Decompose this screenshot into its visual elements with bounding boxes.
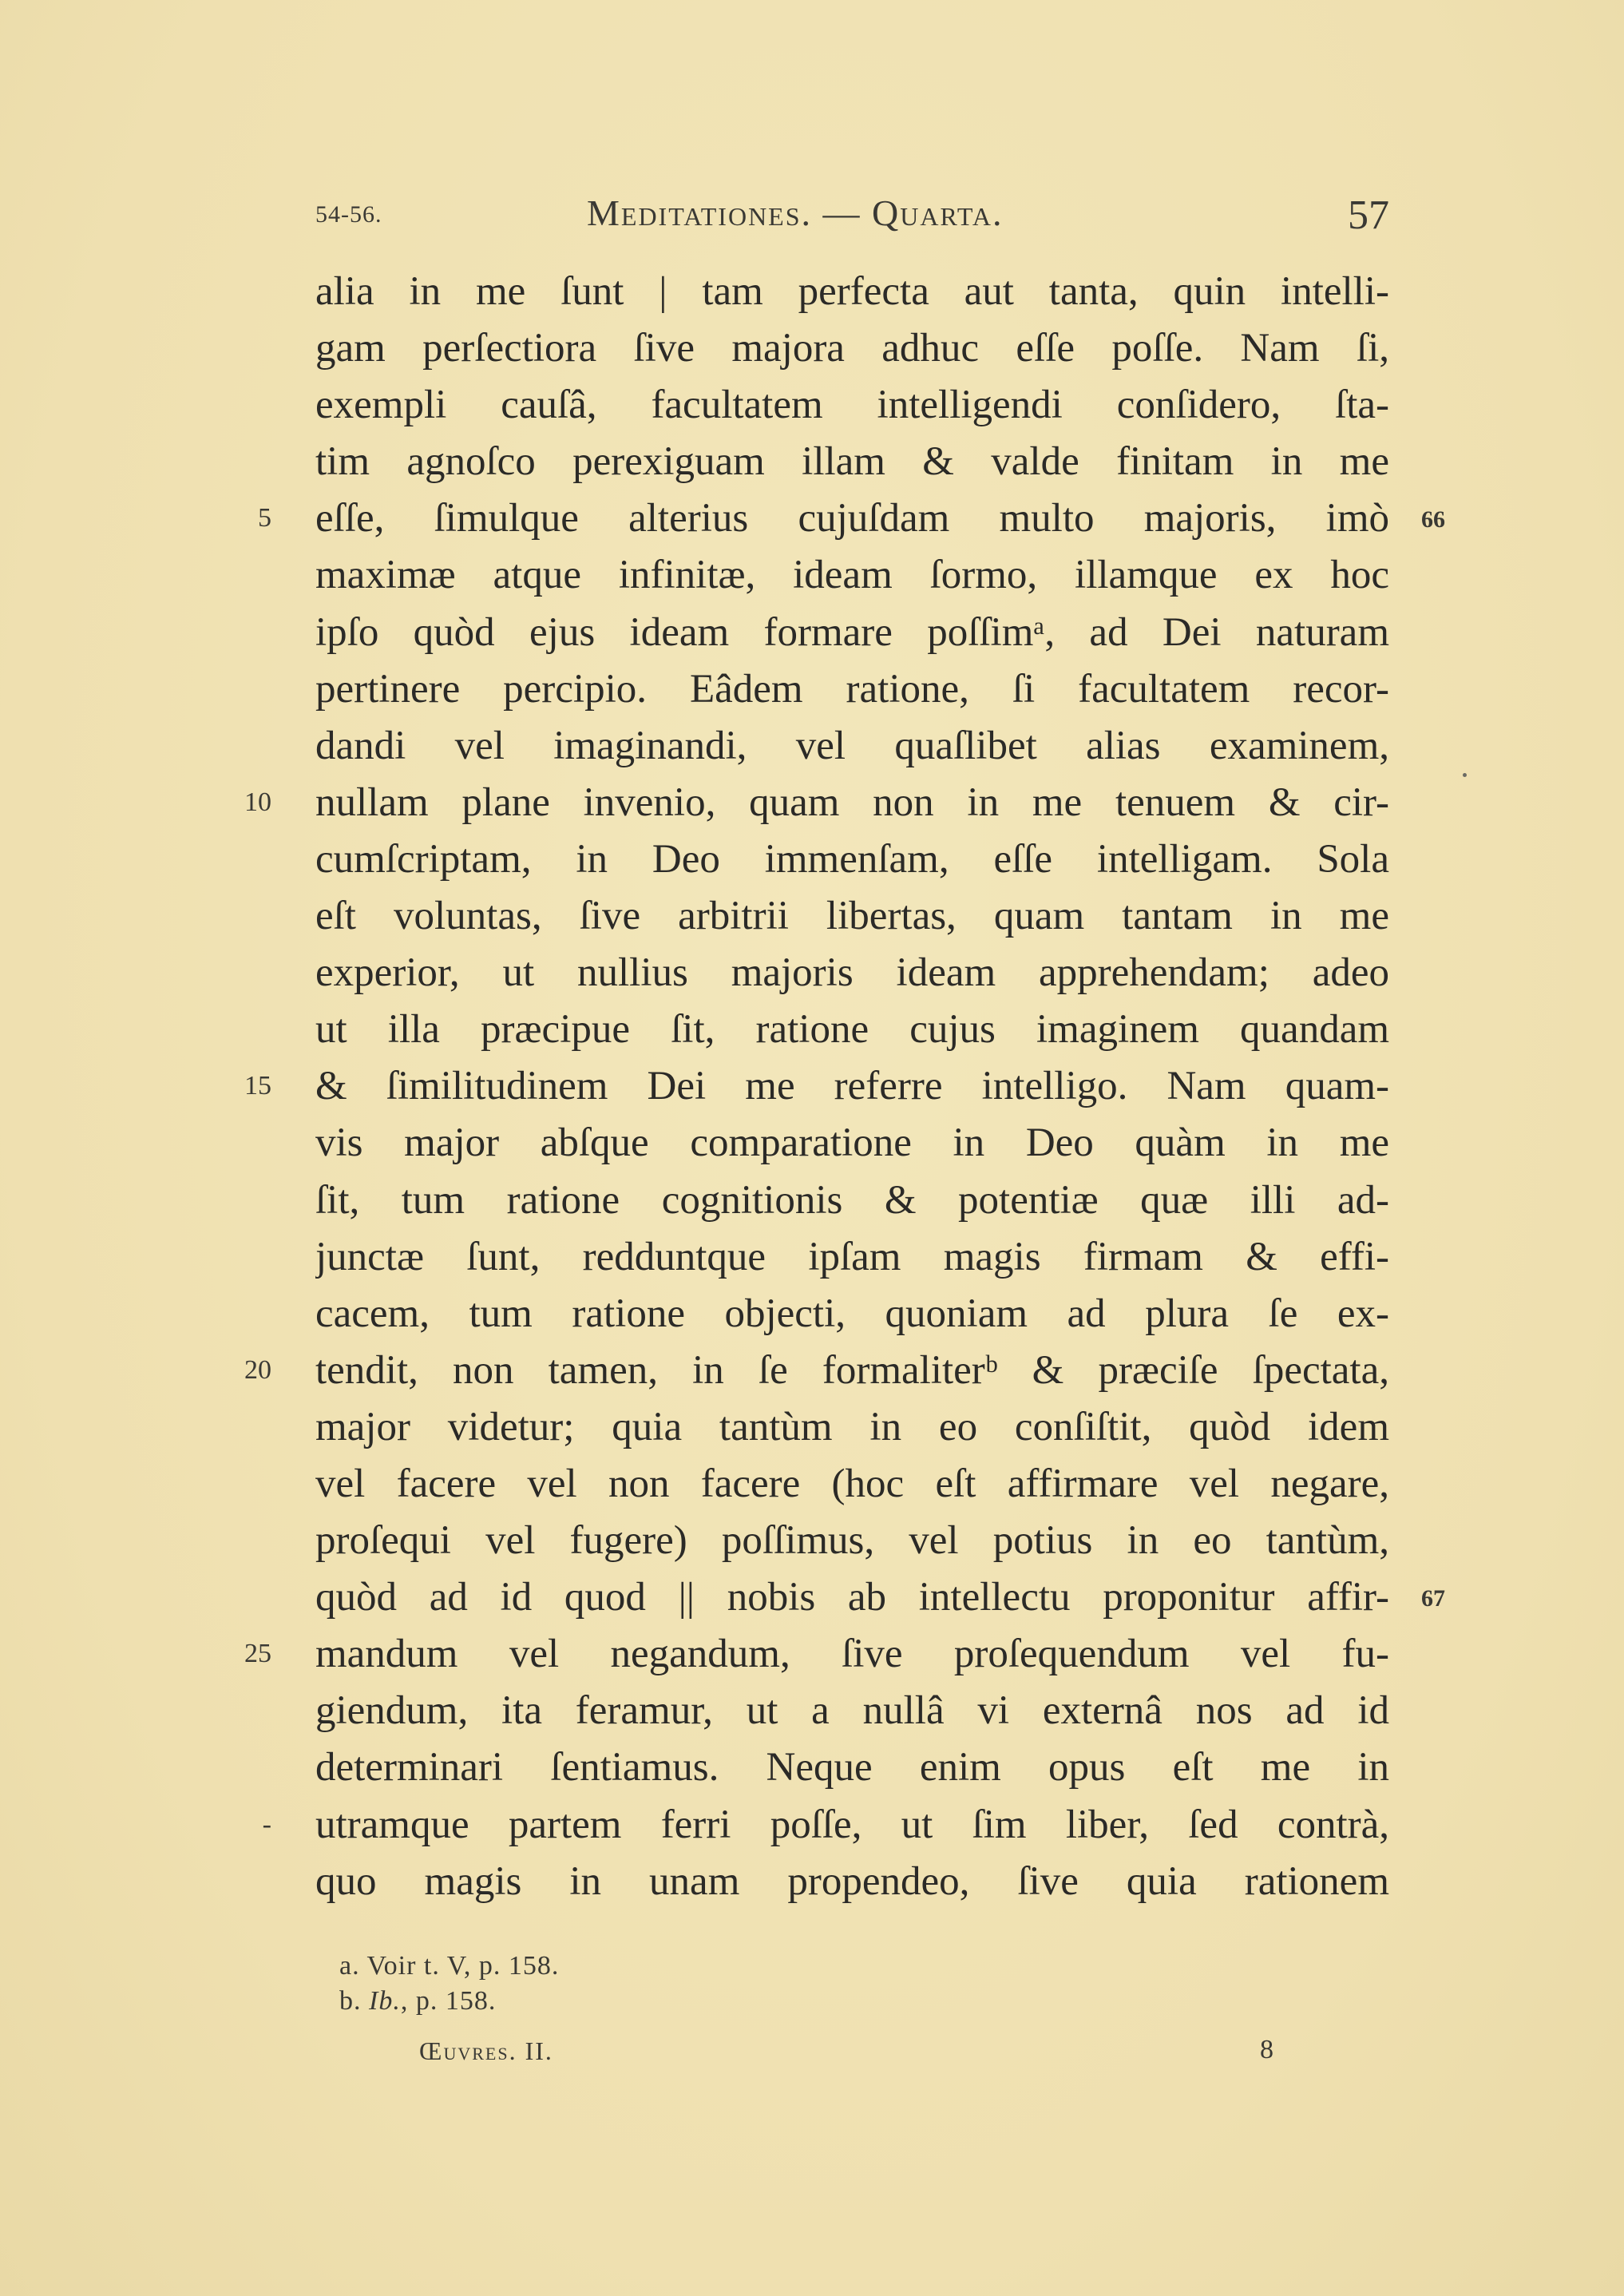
line-number: 5 bbox=[258, 503, 271, 533]
main-text bbox=[315, 264, 1389, 1910]
signature-mark: Œuvres. II. bbox=[419, 2036, 553, 2065]
footnote-marker: b. bbox=[339, 1986, 362, 2016]
text-line: eſt voluntas, ſive arbitrii libertas, quam tantam in me bbox=[315, 894, 1389, 939]
footnote-marker: a. bbox=[339, 1951, 360, 1981]
text-line: mandum vel negandum, ſive proſequendum vel fu- bbox=[315, 1632, 1389, 1677]
text-line: quo magis in unam propendeo, ſive quia rationem bbox=[315, 1858, 1389, 1904]
text-line: exempli cauſâ, facultatem intelligendi conſidero, ſta- bbox=[315, 383, 1389, 428]
folio-range: 54-56. bbox=[315, 201, 382, 228]
text-line: ſit, tum ratione cognitionis & potentiæ quæ illi ad- bbox=[315, 1177, 1389, 1223]
footnote-b bbox=[339, 1984, 1138, 2019]
line-number: 15 bbox=[244, 1071, 271, 1101]
text-line: tim agnoſco perexiguam illam & valde finitam in me bbox=[315, 439, 1389, 485]
text-line: determinari ſentiamus. Neque enim opus eſt me in bbox=[315, 1745, 1389, 1790]
text-line: vel facere vel non facere (hoc eſt affirmare vel negare, bbox=[315, 1461, 1389, 1506]
footnotes bbox=[339, 1949, 1138, 2019]
text-line: experior, ut nullius majoris ideam apprehendam; adeo bbox=[315, 950, 1389, 996]
text-line: major videtur; quia tantùm in eo conſiſtit, quòd idem bbox=[315, 1404, 1389, 1449]
text-line: tendit, non tamen, in ſe formaliterᵇ & præciſe ſpectata, bbox=[315, 1347, 1389, 1393]
text-line: cumſcriptam, in Deo immenſam, eſſe intelligam. Sola bbox=[315, 836, 1389, 882]
text-line: ut illa præcipue ſit, ratione cujus imaginem quandam bbox=[315, 1007, 1389, 1053]
margin-dot bbox=[1463, 773, 1467, 777]
text-line: nullam plane invenio, quam non in me tenuem & cir- bbox=[315, 779, 1389, 825]
running-title: Meditationes. — Quarta. bbox=[587, 192, 1004, 233]
text-line: gam perſectiora ſive majora adhuc eſſe poſſe. Nam ſi, bbox=[315, 326, 1389, 371]
line-number: 10 bbox=[244, 787, 271, 817]
text-line: & ſimilitudinem Dei me referre intelligo. Nam quam- bbox=[315, 1064, 1389, 1109]
page-number: 57 bbox=[1348, 192, 1389, 238]
text-line: maximæ atque infinitæ, ideam ſormo, illamque ex hoc bbox=[315, 553, 1389, 598]
text-line: utramque partem ferri poſſe, ut ſim liber, ſed contrà, bbox=[315, 1802, 1389, 1847]
footnote-a bbox=[339, 1949, 1138, 1984]
text-line: alia in me ſunt | tam perfecta aut tanta, quin intelli- bbox=[315, 269, 1389, 314]
text-line: quòd ad id quod || nobis ab intellectu proponitur affir- bbox=[315, 1575, 1389, 1620]
text-line: pertinere percipio. Eâdem ratione, ſi facultatem recor- bbox=[315, 666, 1389, 712]
text-line: vis major abſque comparatione in Deo quàm in me bbox=[315, 1120, 1389, 1166]
text-line: cacem, tum ratione objecti, quoniam ad plura ſe ex- bbox=[315, 1291, 1389, 1336]
text-line: junctæ ſunt, redduntque ipſam magis firmam & effi- bbox=[315, 1234, 1389, 1279]
line-number: 20 bbox=[244, 1354, 271, 1385]
line-number: - bbox=[262, 1809, 271, 1839]
text-line: giendum, ita feramur, ut a nullâ vi externâ nos ad id bbox=[315, 1688, 1389, 1734]
footnote-ibid: Ib. bbox=[369, 1986, 401, 2016]
line-number: 25 bbox=[244, 1639, 271, 1669]
text-line: proſequi vel fugere) poſſimus, vel potius in eo tantùm, bbox=[315, 1518, 1389, 1564]
page-header bbox=[315, 192, 1389, 240]
margin-page-ref: 66 bbox=[1421, 506, 1445, 533]
margin-page-ref: 67 bbox=[1421, 1585, 1445, 1612]
text-line: eſſe, ſimulque alterius cujuſdam multo majoris, imò bbox=[315, 496, 1389, 541]
text-line: ipſo quòd ejus ideam formare poſſimᵃ, ad Dei naturam bbox=[315, 609, 1389, 655]
signature-number: 8 bbox=[1260, 2035, 1273, 2064]
footnote-text: Voir t. V, p. 158. bbox=[366, 1951, 560, 1981]
footnote-text: , p. 158. bbox=[400, 1986, 497, 2016]
text-line: dandi vel imaginandi, vel quaſlibet alias examinem, bbox=[315, 723, 1389, 768]
